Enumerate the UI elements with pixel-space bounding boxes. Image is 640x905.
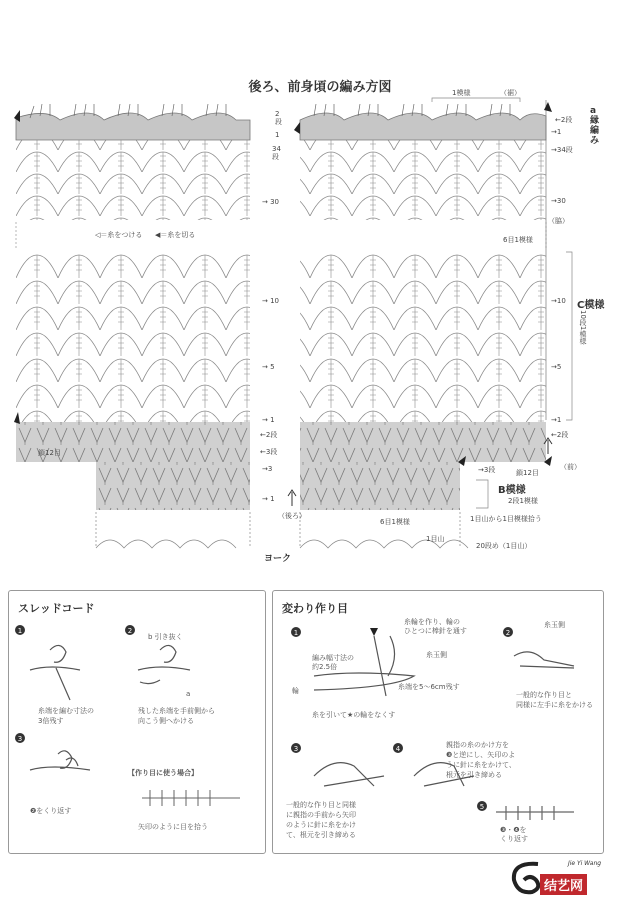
b-pick-up: 1目山から1目模様拾う — [470, 515, 542, 523]
svg-text:3: 3 — [17, 735, 23, 743]
slip-cord-step3: ❷をくり返す — [30, 807, 72, 815]
cast-on-5: ❸・❹を くり返す — [500, 826, 528, 843]
yama-label: 1目山 — [426, 535, 445, 543]
row-r2b: ←2段 — [551, 431, 569, 439]
row-r3: →3段 — [478, 466, 496, 474]
row-r2: ←2段 — [555, 116, 573, 124]
back-label: （後ろ） — [278, 512, 306, 520]
side-label: （脇） — [548, 217, 569, 225]
yoke-label: ヨーク — [264, 554, 292, 564]
legend-attach: ◁＝糸をつける — [95, 231, 143, 239]
cast-on-2: 一般的な作り目と 同様に左手に糸をかける — [516, 691, 593, 709]
c-pattern-label: C模様 — [577, 300, 605, 311]
net-c-right — [300, 252, 546, 422]
net-upper-left — [16, 140, 250, 220]
watermark-name: 结艺网 — [540, 874, 587, 895]
row-r5: →5 — [551, 363, 562, 371]
hem-label: （裾） — [500, 89, 521, 97]
repeat-label: 1模様 — [452, 89, 471, 97]
b-pattern-label: B模様 — [498, 485, 526, 496]
svg-text:2: 2 — [127, 627, 133, 635]
net-c-left — [16, 252, 250, 422]
legend-cut: ◀＝糸を切る — [155, 231, 196, 239]
slip-cord-step2: 残した糸端を手前側から 向こう側へかける — [138, 707, 215, 725]
slip-cord-pull: b 引き抜く — [148, 633, 183, 641]
mid-row-1: 1 — [275, 131, 280, 139]
cast-on-1b: 編み幅寸法の 約2.5倍 — [312, 654, 354, 671]
slip-cord-use-title: 【作り目に使う場合】 — [128, 769, 198, 777]
border-a-right — [300, 113, 546, 140]
mid-row-1b: → 1 — [262, 416, 275, 424]
row-r10: →10 — [551, 297, 566, 305]
watermark-sub: Jie Yi Wang — [568, 860, 602, 867]
row-r1b: →1 — [551, 416, 562, 424]
net-upper-right — [300, 140, 546, 220]
svg-text:1: 1 — [293, 629, 299, 637]
cast-on-1e: 輪 — [292, 687, 299, 695]
mid-row-1c: → 1 — [262, 495, 275, 503]
svg-text:4: 4 — [395, 745, 401, 753]
border-a-label: a 縁 編 み — [590, 106, 600, 146]
cast-on-1a: 糸輪を作り、輪の ひとつに棒針を通す — [404, 618, 467, 635]
slip-cord-use: 矢印のように目を拾う — [138, 823, 208, 831]
cast-on-2a: 糸玉側 — [544, 621, 565, 629]
row-r34: →34段 — [551, 146, 573, 154]
mid-row-2b: ←2段 — [260, 431, 278, 439]
watermark-logo — [508, 858, 618, 898]
page-title: 後ろ、前身頃の編み方図 — [248, 80, 392, 95]
chain12-right: 鎖12目 — [516, 469, 539, 477]
svg-text:2: 2 — [505, 629, 511, 637]
mid-row-3: →3 — [262, 465, 273, 473]
border-a-left — [16, 113, 250, 140]
row-r1: →1 — [551, 128, 562, 136]
slip-cord-step1: 糸端を編む寸法の 3倍残す — [38, 707, 94, 725]
row-r30: →30 — [551, 197, 566, 205]
yoke-count: 20段め（1目山） — [476, 542, 532, 550]
svg-text:3: 3 — [293, 745, 299, 753]
mid-row-10: → 10 — [262, 297, 279, 305]
mid-row-5: → 5 — [262, 363, 275, 371]
cast-on-4a: 親指の糸のかけ方を ❸と逆にし、矢印のよ うに針に糸をかけて、 根元を引き締める — [446, 741, 516, 779]
cast-on-1d: 糸端を5〜6cm残す — [398, 683, 460, 691]
slip-cord-title: スレッドコード — [18, 602, 95, 615]
chain12-left: 鎖12目 — [38, 449, 61, 457]
mid-row-34: 34 段 — [272, 145, 281, 161]
cast-on-1c: 糸玉側 — [426, 651, 447, 659]
b-six-stitch: 6目1模様 — [380, 518, 410, 526]
c-pattern-count: 10段1模様 — [579, 310, 587, 345]
front-label: （前） — [560, 463, 581, 471]
svg-text:1: 1 — [17, 627, 23, 635]
cast-on-3: 一般的な作り目と同様 に親指の手前から矢印 のように針に糸をかけ て、根元を引き締める — [286, 801, 356, 839]
slip-cord-a: a — [186, 690, 191, 698]
cast-on-title: 変わり作り目 — [282, 602, 348, 615]
mid-row-2: 2 段 — [275, 110, 282, 126]
mid-row-3b: ←3段 — [260, 448, 278, 456]
c-six-stitch: 6目1模様 — [503, 236, 533, 244]
svg-text:5: 5 — [479, 803, 485, 811]
cast-on-1f: 糸を引いて★の輪をなくす — [312, 711, 396, 719]
mid-row-30: → 30 — [262, 198, 279, 206]
b-pattern-count: 2段1模様 — [508, 497, 538, 505]
